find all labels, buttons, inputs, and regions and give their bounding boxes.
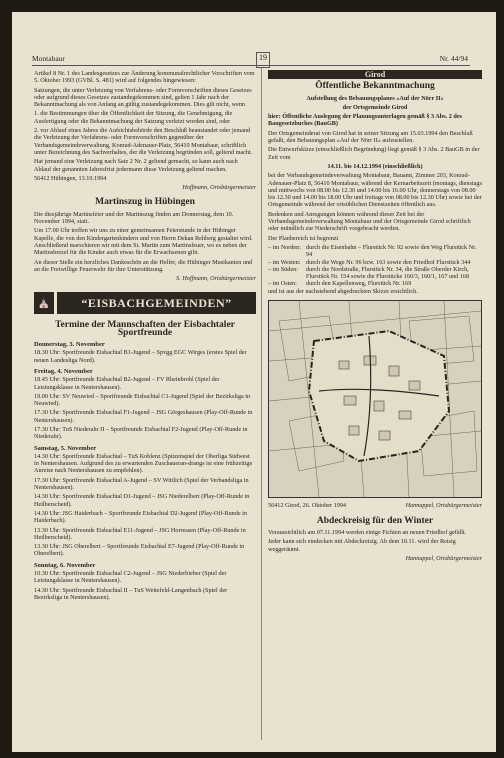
- section-bar-girod: Girod: [268, 70, 482, 79]
- paragraph: Die diesjährige Martinsfeier und der Martinszug finden am Donnerstag, dem 10. November 1994, statt.: [34, 210, 234, 226]
- match-item: 14.30 Uhr: JSG Haiderbach – Sportfreunde Eisbachtal D2-Jugend (Play-Off-Runde in Haiderbach).: [34, 509, 247, 525]
- boundary-text: durch die Wege Nr. 96 bzw. 163 sowie den Friedhof Flurstück 344: [306, 258, 471, 266]
- boundary-row: [268, 259, 482, 266]
- site-plan-map: [268, 300, 482, 498]
- boundary-text: durch den Kapellenweg, Flurstück Nr. 169: [306, 280, 412, 288]
- header-town: Montabaur: [32, 54, 65, 63]
- paragraph: 2. vor Ablauf eines Jahres die Aufsichtsbehörde den Beschluß beanstandet oder jemand die Verletzung der Verfahrens- oder Formvorschriften gegenüber der Verbandsgemeindeverwaltung, Konrad-Adenauer-Platz, 56410 Montabaur, schriftlich unter Bezeichnung des Sachverhaltes, der die Verletzung begründen soll, geltend macht.: [34, 127, 253, 156]
- paragraph: Die Entwurfskizze (einschließlich Begründung) liegt gemäß § 3 Abs. 2 BauGB in der Zeit vom: [268, 146, 480, 161]
- day-block: [34, 445, 256, 558]
- paragraph: Der Planbereich ist begrenzt: [268, 234, 339, 242]
- boundary-text: durch die Nordstraße, Flurstück Nr. 34, die Straße Oberder Kirch, Flurstück Nr. 154 sowie die Flurstücke 160/3, 160/1, 167 und 168: [306, 265, 470, 281]
- paragraph: 56412 Hübingen, 13.10.1994: [34, 174, 107, 182]
- signature: Hannappel, Ortsbürgermeister: [405, 502, 482, 510]
- match-item: 17.30 Uhr: TuS Niederahr II – Sportfreunde Eisbachtal F2-Jugend (Play-Off-Runde in Niederahr).: [34, 425, 248, 441]
- day-block: [34, 341, 256, 364]
- signature: S. Hoffmann, Ortsbürgermeister: [176, 275, 256, 283]
- intro-section: [34, 70, 256, 191]
- day-heading: Samstag, 5. November: [34, 444, 97, 452]
- boundary-label: – im Osten:: [268, 280, 297, 288]
- boundary-label: – im Westen:: [268, 258, 301, 266]
- signature: Hoffmann, Ortsbürgermeister: [182, 184, 256, 192]
- paragraph: bei der Verbandsgemeindeverwaltung Montabaur, Bauamt, Zimmer 203, Konrad-Adenauer-Platz 8, 56410 Montabaur, während der Kernarbeitszeit (montags, dienstags und mittwochs von 08.00 bis 12.30 und 14.00 bis 16.00 Uhr, donnerstags von 08.00 bis 12.30 und 14.00 bis 18.00 Uhr und freitags von 08.00 bis 12.30 Uhr) sowie bei der Ortsgemeinde während der ortsüblichen Dienstzeiten öffentlich aus.: [268, 172, 482, 209]
- subtitle: der Ortsgemeinde Girod: [342, 103, 408, 111]
- match-item: 10.30 Uhr: Sportfreunde Eisbachtal C2-Jugend – JSG Niederbieber (Spiel der Leistungsklasse in Nentershausen).: [34, 570, 227, 585]
- subtitle: hier: Öffentliche Auslegung der Planungsunterlagen gemäß § 3 Abs. 2 des Baugesetzbuches (BauGB): [268, 113, 462, 128]
- right-column: [268, 70, 482, 564]
- paragraph: An dieser Stelle ein herzliches Dankeschön an die Helfer, die Hübinger Musikanten und an die Freiwillige Feuerwehr für ihre Unterstützung.: [34, 258, 253, 273]
- dates: 14.11. bis 14.12.1994 (einschließlich): [327, 162, 423, 170]
- paragraph: Jeder kann sich eindecken mit Abdeckreisig. Ab dem 10.11. wird der Reisig weggeräumt.: [268, 538, 456, 553]
- boundary-row: [268, 280, 482, 287]
- article-title-sport: Termine der Mannschaften der Eisbachtaler Sportfreunde: [55, 320, 235, 338]
- paragraph: Satzungen, die unter Verletzung von Verfahrens- oder Formvorschriften dieses Gesetzes oder aufgrund dieses Gesetzes zustandegekommen sind, gelten 1 Jahr nach der Bekanntmachung als von Anfang an gültig zustandegekommen. Dies gilt nicht, wenn: [34, 86, 252, 109]
- paragraph: Artikel 8 Nr. 1 des Landesgesetzes zur Änderung kommunalrechtlicher Vorschriften vom 5. Oktober 1993 (GVBl. S. 481) wird auf folgendes hingewiesen:: [34, 70, 255, 85]
- match-item: 19.00 Uhr: SV Neuwied – Sportfreunde Eisbachtal C1-Jugend (Spiel der Bezirksliga in Neuwied).: [34, 392, 251, 408]
- page-number: 19: [256, 52, 270, 68]
- paragraph: Hat jemand eine Verletzung nach Satz 2 Nr. 2 geltend gemacht, so kann auch nach Ablauf der genannten Jahresfrist jedermann diese Verletzung geltend machen.: [34, 158, 238, 173]
- match-item: 13.30 Uhr: Sportfreunde Eisbachtal E11-Jugend – JSG Horressen (Play-Off-Runde in Heilberscheid).: [34, 526, 246, 541]
- match-item: 18.45 Uhr: Sportfreunde Eisbachtal B2-Jugend – FV Rheinbrohl (Spiel der Leistungsklasse in Nentershausen).: [34, 376, 220, 391]
- subtitle: Aufstellung des Bebauungsplanes »Auf der Nörr II«: [306, 94, 444, 102]
- paragraph: 1. die Bestimmungen über die Öffentlichkeit der Sitzung, die Genehmigung, die Ausfertigung oder die Bekanntmachung der Satzung verletzt worden sind, oder: [34, 110, 233, 125]
- left-column: [34, 70, 256, 603]
- match-item: 17.30 Uhr: Sportfreunde Eisbachtal F1-Jugend – JSG Görgeshausen (Play-Off-Runde in Nentershausen).: [34, 409, 253, 424]
- issue-number: Nr. 44/94: [439, 54, 468, 63]
- eisbach-banner: [34, 292, 256, 314]
- article-title-martinszug: Martinszug in Hübingen: [95, 197, 195, 208]
- match-item: 13.30 Uhr: JSG Oberelbert – Sportfreunde Eisbachtal E7-Jugend (Play-Off-Runde in Oberelbert).: [34, 543, 245, 558]
- paragraph: Um 17.00 Uhr treffen wir uns zu einer gemeinsamen Feierstunde in der Hübinger Kapelle, die von den Kindergartenkindern und von Herrn Dekan Rehberg gestaltet wird. Anschließend marschieren wir mit dem St. Martin zum Martinsfeuer, wo es neben der Martinsbrezel für die Kinder auch etwas für die Erwachsenen gibt.: [34, 227, 253, 257]
- boundary-label: – im Süden:: [268, 265, 298, 273]
- match-item: 18.30 Uhr: Sportfreunde Eisbachtal B1-Jugend – Spvgg EGC Wirges (erstes Spiel der neuen Landesliga Nord).: [34, 349, 247, 364]
- banner-title: “EISBACHGEMEINDEN”: [57, 292, 256, 314]
- map-caption: 56412 Girod, 26. Oktober 1994: [268, 502, 347, 510]
- day-heading: Freitag, 4. November: [34, 367, 93, 375]
- day-block: [34, 368, 256, 441]
- boundary-row: [268, 266, 482, 281]
- paragraph: Der Ortsgemeinderat von Girod hat in seiner Sitzung am 15.03.1994 den Beschluß gefaßt, den Bebauungsplan »Auf der Nörr II« aufzustellen.: [268, 129, 473, 145]
- article-title-abdeckreisig: Abdeckreisig für den Winter: [316, 515, 434, 526]
- day-block: [34, 562, 256, 601]
- map-caption-row: [268, 502, 482, 509]
- boundary-label: – im Norden:: [268, 243, 301, 251]
- day-heading: Sonntag, 6. November: [34, 561, 96, 569]
- match-item: 14.30 Uhr: Sportfreunde Eisbachtal II – TuS Weitefeld-Langenbach (Spiel der Bezirksliga in Nentershausen).: [34, 586, 228, 601]
- match-item: 14.30 Uhr: Sportfreunde Eisbachtal D1-Jugend – JSG Niederelbert (Play-Off-Runde in Heilberscheid).: [34, 493, 250, 508]
- signature: Hannappel, Ortsbürgermeister: [405, 554, 482, 562]
- paragraph: und ist aus der nachstehend abgedruckten Skizze ersichtlich.: [268, 287, 418, 295]
- boundary-text: durch die Eisenbahn – Flurstück Nr. 92 sowie den Weg Flurstück Nr. 94: [306, 243, 477, 259]
- boundary-row: [268, 244, 482, 259]
- newspaper-page: [12, 12, 496, 752]
- match-item: 17.30 Uhr: Sportfreunde Eisbachtal A-Jugend – SV Wittlich (Spiel der Verbandsliga in Nentershausen).: [34, 476, 249, 492]
- match-item: 14.30 Uhr: Sportfreunde Eisbachtal – TuS Koblenz (Spitzenspiel der Oberliga Südwest in Nentershausen. Aufgrund des zu erwartenden Zuschaueran-drangs ist eine frühzeitige Anreise nach Nentershausen zu empfehlen).: [34, 452, 253, 475]
- paragraph: Bedenken und Anregungen können während dieser Zeit bei der Verbandsgemeindeverwaltung Montabaur und der Ortsgemeinde Girod schriftlich oder mündlich zur Niederschrift vorgebracht werden.: [268, 210, 471, 233]
- article-title-bekanntmachung: Öffentliche Bekanntmachung: [315, 81, 435, 92]
- header-rule: [32, 65, 470, 66]
- paragraph: Voraussichtlich am 07.11.1994 werden einige Fichten an neuen Friedhof gefällt.: [268, 528, 467, 536]
- day-heading: Donnerstag, 3. November: [34, 341, 105, 349]
- church-icon: ⛪: [34, 292, 54, 314]
- column-divider: [261, 68, 262, 740]
